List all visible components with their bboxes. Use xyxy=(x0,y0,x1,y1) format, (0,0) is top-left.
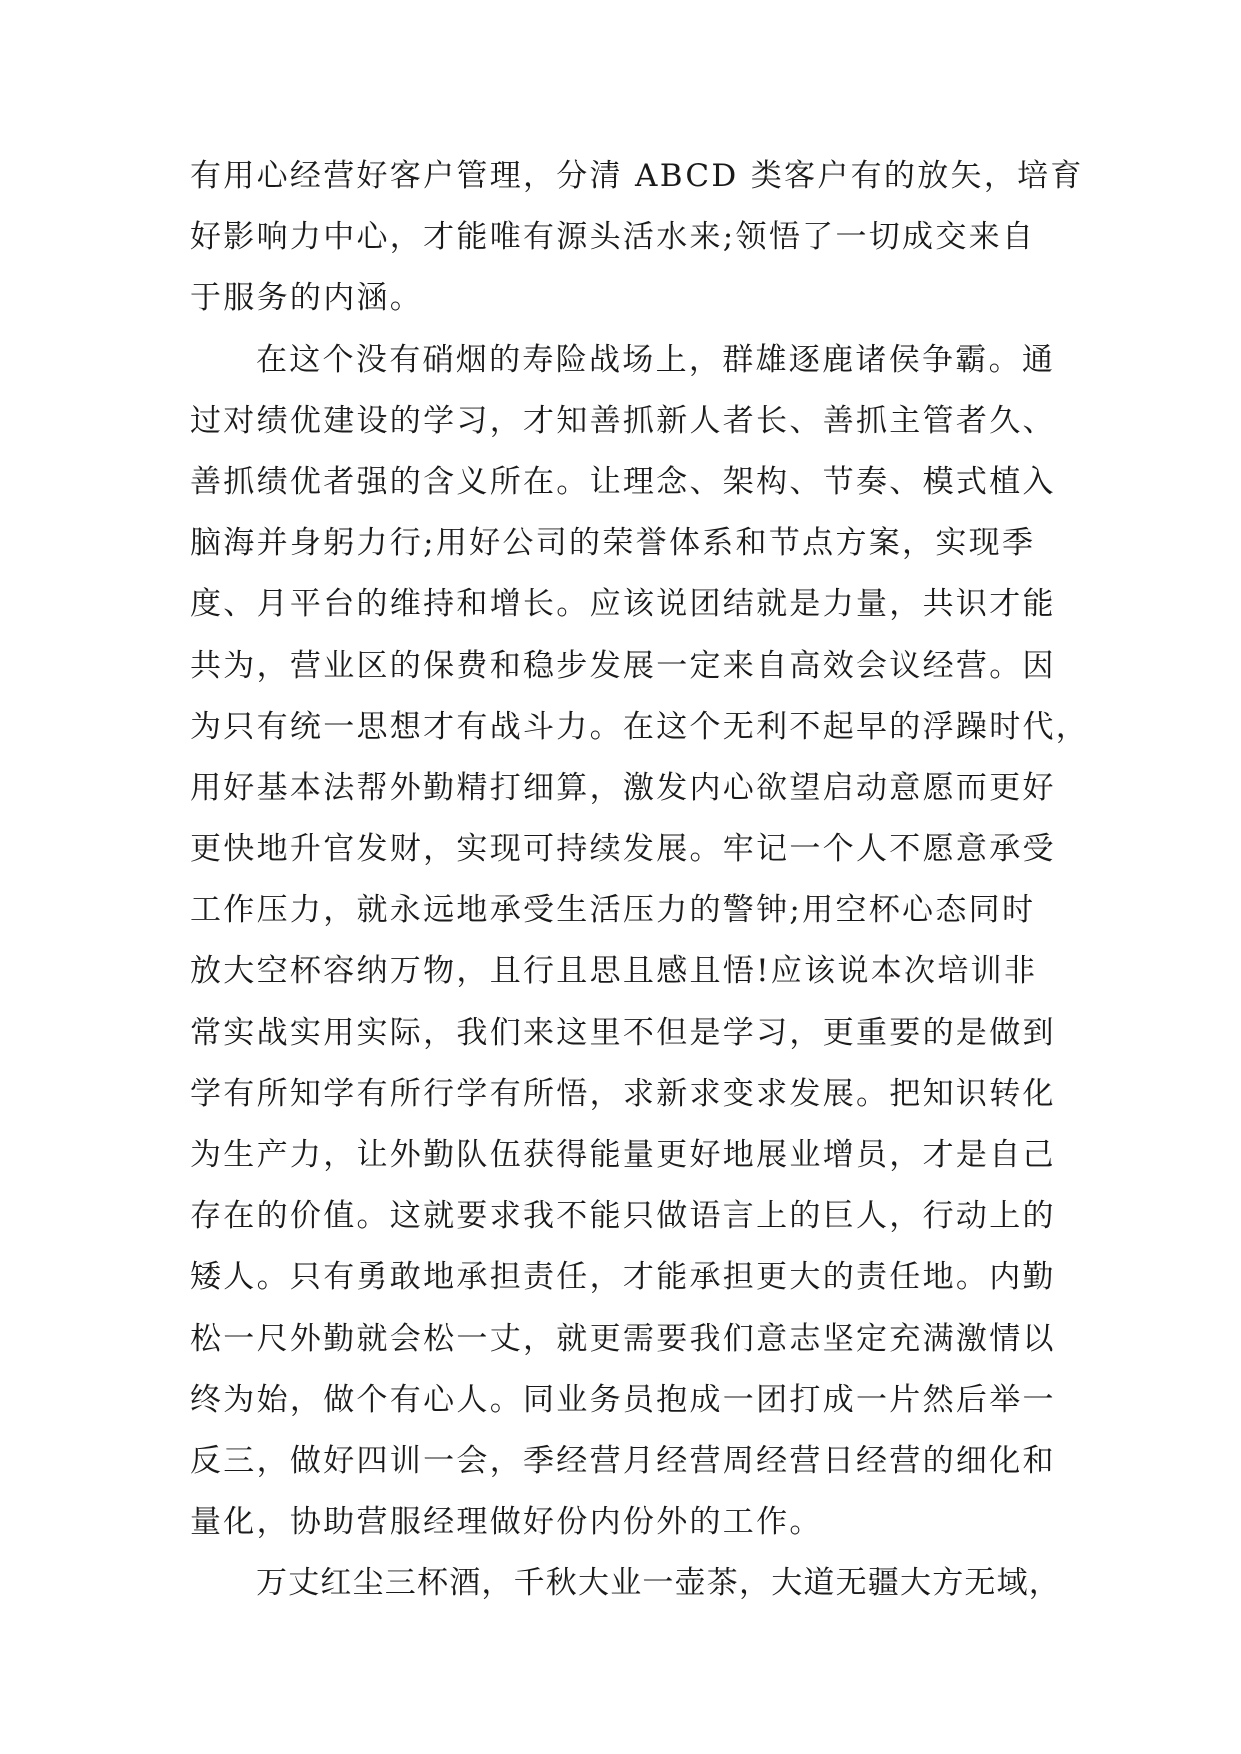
paragraph-first-line: 万丈红尘三杯酒，千秋大业一壶茶，大道无疆大方无域， xyxy=(256,1565,1061,1602)
text-line: 善抓绩优者强的含义所在。让理念、架构、节奏、模式植入 xyxy=(190,463,1056,500)
text-line: 过对绩优建设的学习，才知善抓新人者长、善抓主管者久、 xyxy=(190,402,1056,439)
text-line: 用好基本法帮外勤精打细算，激发内心欲望启动意愿而更好 xyxy=(190,769,1056,806)
text-line: 学有所知学有所行学有所悟，求新求变求发展。把知识转化 xyxy=(190,1075,1056,1112)
text-line: 量化，协助营服经理做好份内份外的工作。 xyxy=(190,1504,823,1541)
text-line: 反三，做好四训一会，季经营月经营周经营日经营的细化和 xyxy=(190,1442,1056,1479)
body-text xyxy=(190,146,1090,1615)
text-line: 工作压力，就永远地承受生活压力的警钟;用空杯心态同时 xyxy=(190,892,1036,929)
text-line: 常实战实用实际，我们来这里不但是学习，更重要的是做到 xyxy=(190,1014,1056,1051)
text-line: 终为始，做个有心人。同业务员抱成一团打成一片然后举一 xyxy=(190,1381,1056,1418)
text-line: 度、月平台的维持和增长。应该说团结就是力量，共识才能 xyxy=(190,586,1056,623)
text-line: 为只有统一思想才有战斗力。在这个无利不起早的浮躁时代， xyxy=(190,708,1090,745)
text-line: 矮人。只有勇敢地承担责任，才能承担更大的责任地。内勤 xyxy=(190,1259,1056,1296)
paragraph-first-line: 在这个没有硝烟的寿险战场上，群雄逐鹿诸侯争霸。通 xyxy=(256,341,1056,378)
text-line: 放大空杯容纳万物，且行且思且感且悟!应该说本次培训非 xyxy=(190,953,1038,990)
text-line: 共为，营业区的保费和稳步发展一定来自高效会议经营。因 xyxy=(190,647,1056,684)
text-line: 更快地升官发财，实现可持续发展。牢记一个人不愿意承受 xyxy=(190,831,1056,868)
text-line: 松一尺外勤就会松一丈，就更需要我们意志坚定充满激情以 xyxy=(190,1320,1056,1357)
text-line: 有用心经营好客户管理，分清 ABCD 类客户有的放矢，培育 xyxy=(190,158,1084,194)
text-line: 脑海并身躬力行;用好公司的荣誉体系和节点方案，实现季 xyxy=(190,525,1036,562)
text-line: 为生产力，让外勤队伍获得能量更好地展业增员，才是自己 xyxy=(190,1137,1056,1173)
text-line: 于服务的内涵。 xyxy=(190,280,424,317)
text-line: 好影响力中心，才能唯有源头活水来;领悟了一切成交来自 xyxy=(190,219,1036,256)
text-line: 存在的价值。这就要求我不能只做语言上的巨人，行动上的 xyxy=(190,1198,1056,1235)
